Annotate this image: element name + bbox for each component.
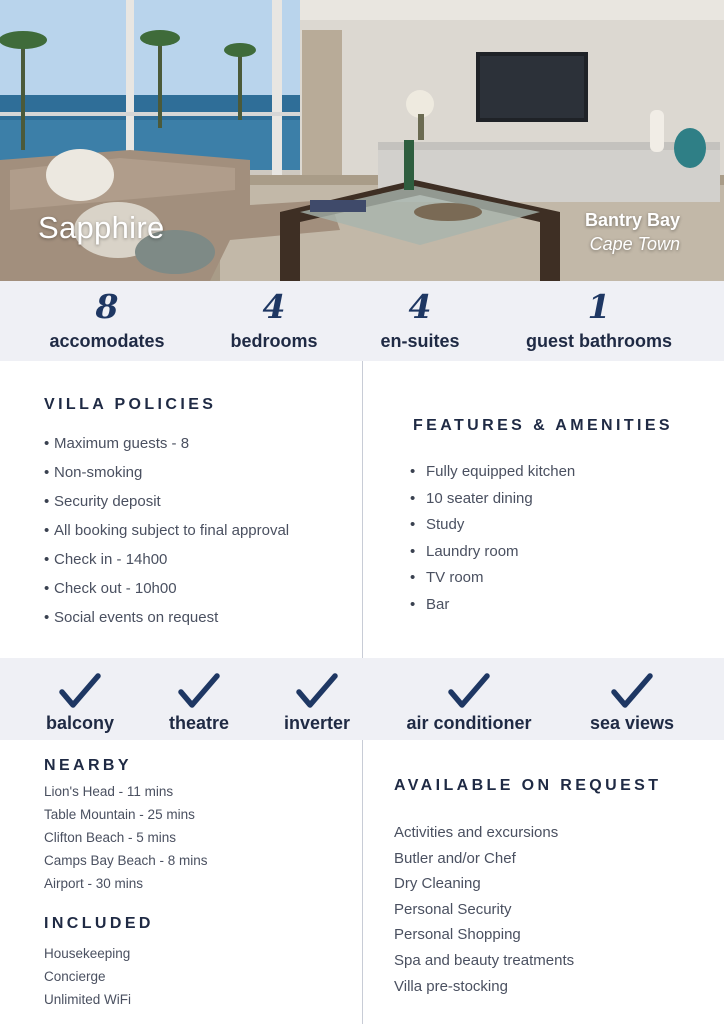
policies-list [44, 429, 289, 632]
list-item: • TV room [426, 565, 575, 592]
stat-value: 4 [408, 287, 432, 326]
hero-photo [0, 0, 724, 281]
villa-name: Sapphire [38, 210, 165, 245]
list-item: Activities and excursions [394, 824, 559, 841]
stat-label: accomodates [49, 331, 165, 351]
location [585, 210, 680, 255]
amenities-band [0, 658, 724, 740]
amenity-air-conditioner [398, 658, 540, 734]
location-area: Bantry Bay [584, 210, 680, 230]
list-item: Butler and/or Chef [394, 849, 516, 867]
list-item: Housekeeping [44, 946, 131, 961]
checkmark-icon [295, 672, 339, 710]
amenity-theatre [162, 658, 236, 734]
amenity-sea-views [584, 658, 680, 734]
list-item: • Laundry room [426, 539, 575, 566]
stat-value: 1 [587, 287, 611, 326]
list-item: Personal Security [394, 900, 512, 918]
features-list [426, 459, 575, 618]
list-item: • Check in - 14h00 [44, 545, 289, 574]
list-item: Personal Shopping [394, 926, 521, 944]
request-list [394, 820, 574, 999]
list-item: Camps Bay Beach - 8 mins [44, 853, 208, 868]
list-item: • Study [426, 512, 575, 539]
stat-guest-bathrooms [518, 281, 680, 351]
checkmark-icon [177, 672, 221, 710]
location-city: Cape Town [589, 234, 680, 254]
policies-heading: VILLA POLICIES [44, 396, 217, 413]
list-item: • Maximum guests - 8 [44, 429, 289, 458]
list-item: Airport - 30 mins [44, 876, 144, 891]
list-item: Clifton Beach - 5 mins [44, 830, 177, 845]
list-item: Concierge [44, 969, 106, 984]
included-list [44, 942, 131, 1011]
list-item: • Fully equipped kitchen [426, 459, 575, 486]
column-divider [362, 740, 363, 1024]
features-heading: FEATURES & AMENITIES [413, 417, 674, 434]
included-heading: INCLUDED [44, 915, 154, 932]
request-heading: AVAILABLE ON REQUEST [394, 777, 662, 794]
stat-accomodates [44, 281, 170, 351]
stats-band [0, 281, 724, 361]
amenity-inverter [278, 658, 356, 734]
stat-en-suites [376, 281, 464, 351]
amenity-label: balcony [45, 713, 115, 733]
stat-label: en-suites [380, 331, 460, 351]
column-divider [362, 361, 363, 658]
list-item: Spa and beauty treatments [394, 951, 575, 969]
list-item: Unlimited WiFi [44, 992, 132, 1007]
amenity-label: theatre [168, 713, 230, 733]
list-item: • Non-smoking [44, 458, 289, 487]
stat-value: 8 [95, 287, 119, 326]
stat-bedrooms [226, 281, 322, 351]
list-item: • Bar [426, 592, 575, 619]
checkmark-icon [610, 672, 654, 710]
stat-value: 4 [262, 287, 286, 326]
list-item: • Check out - 10h00 [44, 574, 289, 603]
amenity-label: inverter [283, 713, 351, 733]
list-item: • Social events on request [44, 603, 289, 632]
list-item: Dry Cleaning [394, 875, 481, 893]
checkmark-icon [447, 672, 491, 710]
list-item: Villa pre-stocking [394, 977, 508, 995]
list-item: Table Mountain - 25 mins [44, 807, 195, 822]
checkmark-icon [58, 672, 102, 710]
list-item: • All booking subject to final approval [44, 516, 289, 545]
list-item: • Security deposit [44, 487, 289, 516]
list-item: • 10 seater dining [426, 486, 575, 513]
amenity-label: sea views [589, 713, 675, 733]
stat-label: guest bathrooms [525, 331, 672, 351]
list-item: Lion's Head - 11 mins [44, 784, 174, 799]
amenity-label: air conditioner [406, 713, 532, 733]
nearby-list [44, 780, 208, 895]
amenity-balcony [40, 658, 120, 734]
nearby-heading: NEARBY [44, 757, 132, 774]
stat-label: bedrooms [230, 331, 318, 351]
